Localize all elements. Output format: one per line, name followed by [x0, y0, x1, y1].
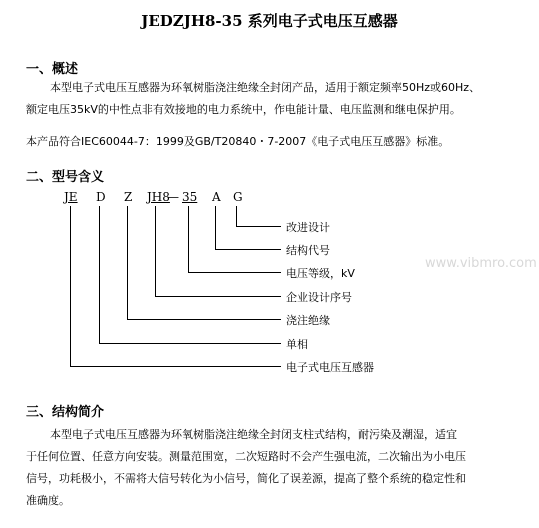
overview-line-2: 额定电压35kV的中性点非有效接地的电力系统中，作电能计量、电压监测和继电保护用。 — [26, 103, 461, 116]
bracket-line-z — [128, 206, 282, 320]
model-part-z: Z — [124, 190, 133, 204]
structure-line-4: 准确度。 — [26, 494, 70, 507]
page-title: JEDZJH8-35 系列电子式电压互感器 — [141, 12, 398, 30]
section-heading-model-meaning: 二、型号含义 — [26, 170, 105, 185]
label-voltage-class: 电压等级，kV — [286, 267, 355, 280]
label-improved-design: 改进设计 — [286, 221, 330, 234]
section-heading-overview: 一、概述 — [26, 62, 79, 77]
structure-line-3: 信号，功耗极小，不需将大信号转化为小信号，简化了误差源，提高了整个系统的稳定性和 — [26, 472, 466, 485]
bracket-line-35 — [189, 206, 282, 273]
model-part-d: D — [96, 190, 106, 204]
model-part-dash: — — [167, 190, 179, 204]
bracket-line-je — [71, 206, 282, 367]
section-heading-structure: 三、结构简介 — [26, 405, 105, 420]
model-part-jh8: JH8 — [147, 190, 170, 204]
bracket-line-jh8 — [156, 206, 282, 297]
label-electronic-vt: 电子式电压互感器 — [286, 361, 374, 374]
structure-line-1: 本型电子式电压互感器为环氧树脂浇注绝缘全封闭支柱式结构，耐污染及潮湿，适宜 — [50, 428, 457, 441]
model-part-35: 35 — [182, 190, 198, 204]
model-part-g: G — [233, 190, 243, 204]
structure-line-2: 于任何位置、任意方向安装。测量范围宽，二次短路时不会产生强电流，二次输出为小电压 — [26, 450, 466, 463]
overview-line-1: 本型电子式电压互感器为环氧树脂浇注绝缘全封闭产品，适用于额定频率50Hz或60Hz、 — [50, 81, 481, 94]
label-single-phase: 单相 — [286, 338, 308, 351]
bracket-line-a — [216, 206, 282, 250]
label-cast-insulation: 浇注绝缘 — [286, 314, 330, 327]
label-design-serial: 企业设计序号 — [286, 291, 352, 304]
label-structure-code: 结构代号 — [286, 244, 330, 257]
watermark-text: www.vibmro.com — [425, 256, 537, 271]
model-part-a: A — [212, 190, 221, 204]
bracket-line-g — [237, 206, 282, 227]
model-part-je: JE — [64, 190, 78, 204]
overview-line-3: 本产品符合IEC60044-7：1999及GB/T20840・7-2007《电子式电压互感器》标准。 — [26, 135, 450, 148]
